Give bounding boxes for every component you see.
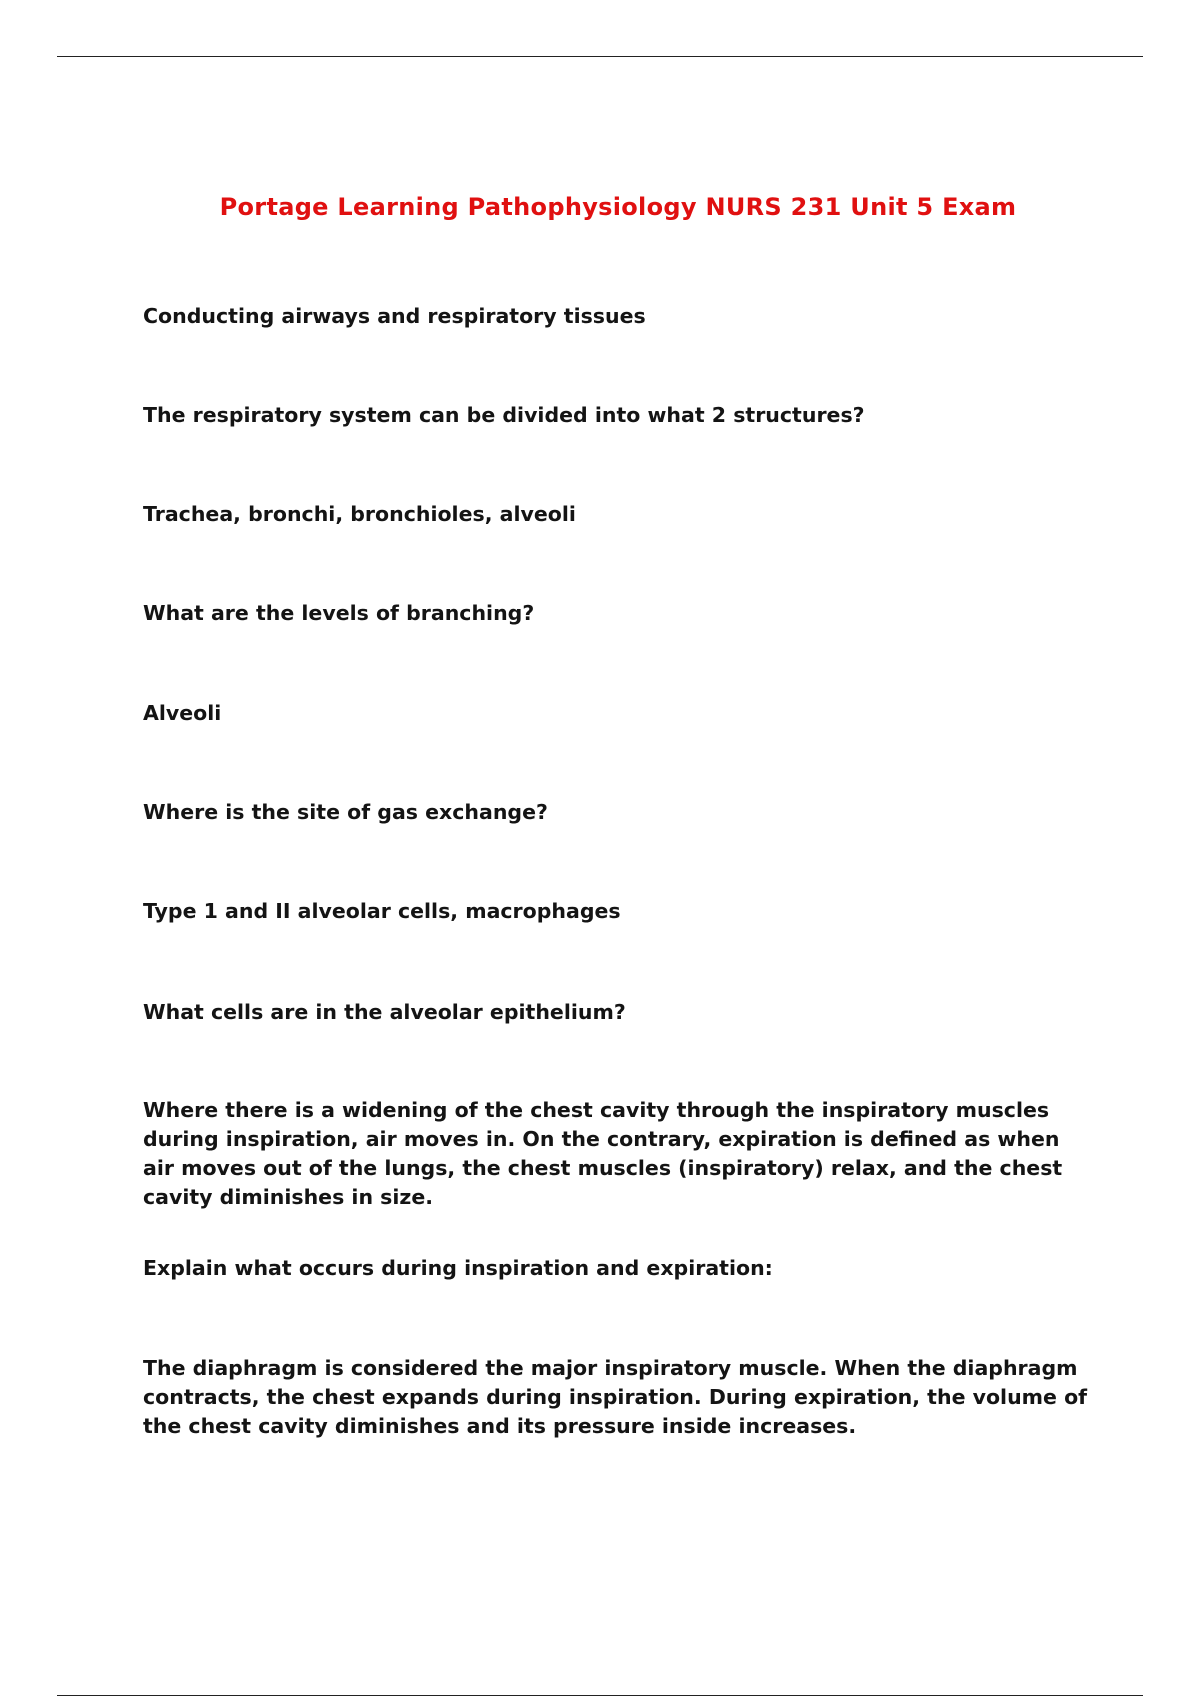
question-text: What are the levels of branching? [143, 601, 535, 625]
answer-text: Trachea, bronchi, bronchioles, alveoli [143, 502, 576, 526]
footer-rule [57, 1695, 1143, 1696]
question-text: What cells are in the alveolar epithelium? [143, 1000, 626, 1024]
answer-text: Where there is a widening of the chest cavity through the inspiratory muscles during inspiration, air moves in. On the contrary, expiration is defined as when air moves out of the lungs, the chest muscles (inspiratory) relax, and the chest cavity diminishes in size. [143, 1098, 1063, 1209]
question-text: Explain what occurs during inspiration and expiration: [143, 1256, 773, 1280]
header-rule [57, 56, 1143, 57]
question-text: The respiratory system can be divided into what 2 structures? [143, 403, 865, 427]
answer-text: The diaphragm is considered the major inspiratory muscle. When the diaphragm contracts, the chest expands during inspiration. During expiration, the volume of the chest cavity diminishes and its pressure inside increases. [143, 1356, 1088, 1438]
answer-text: Conducting airways and respiratory tissues [143, 304, 646, 328]
question-text: Where is the site of gas exchange? [143, 800, 548, 824]
document-title: Portage Learning Pathophysiology NURS 231 Unit 5 Exam [219, 193, 1017, 221]
answer-text: Type 1 and II alveolar cells, macrophages [143, 899, 621, 923]
answer-text: Alveoli [143, 701, 222, 725]
